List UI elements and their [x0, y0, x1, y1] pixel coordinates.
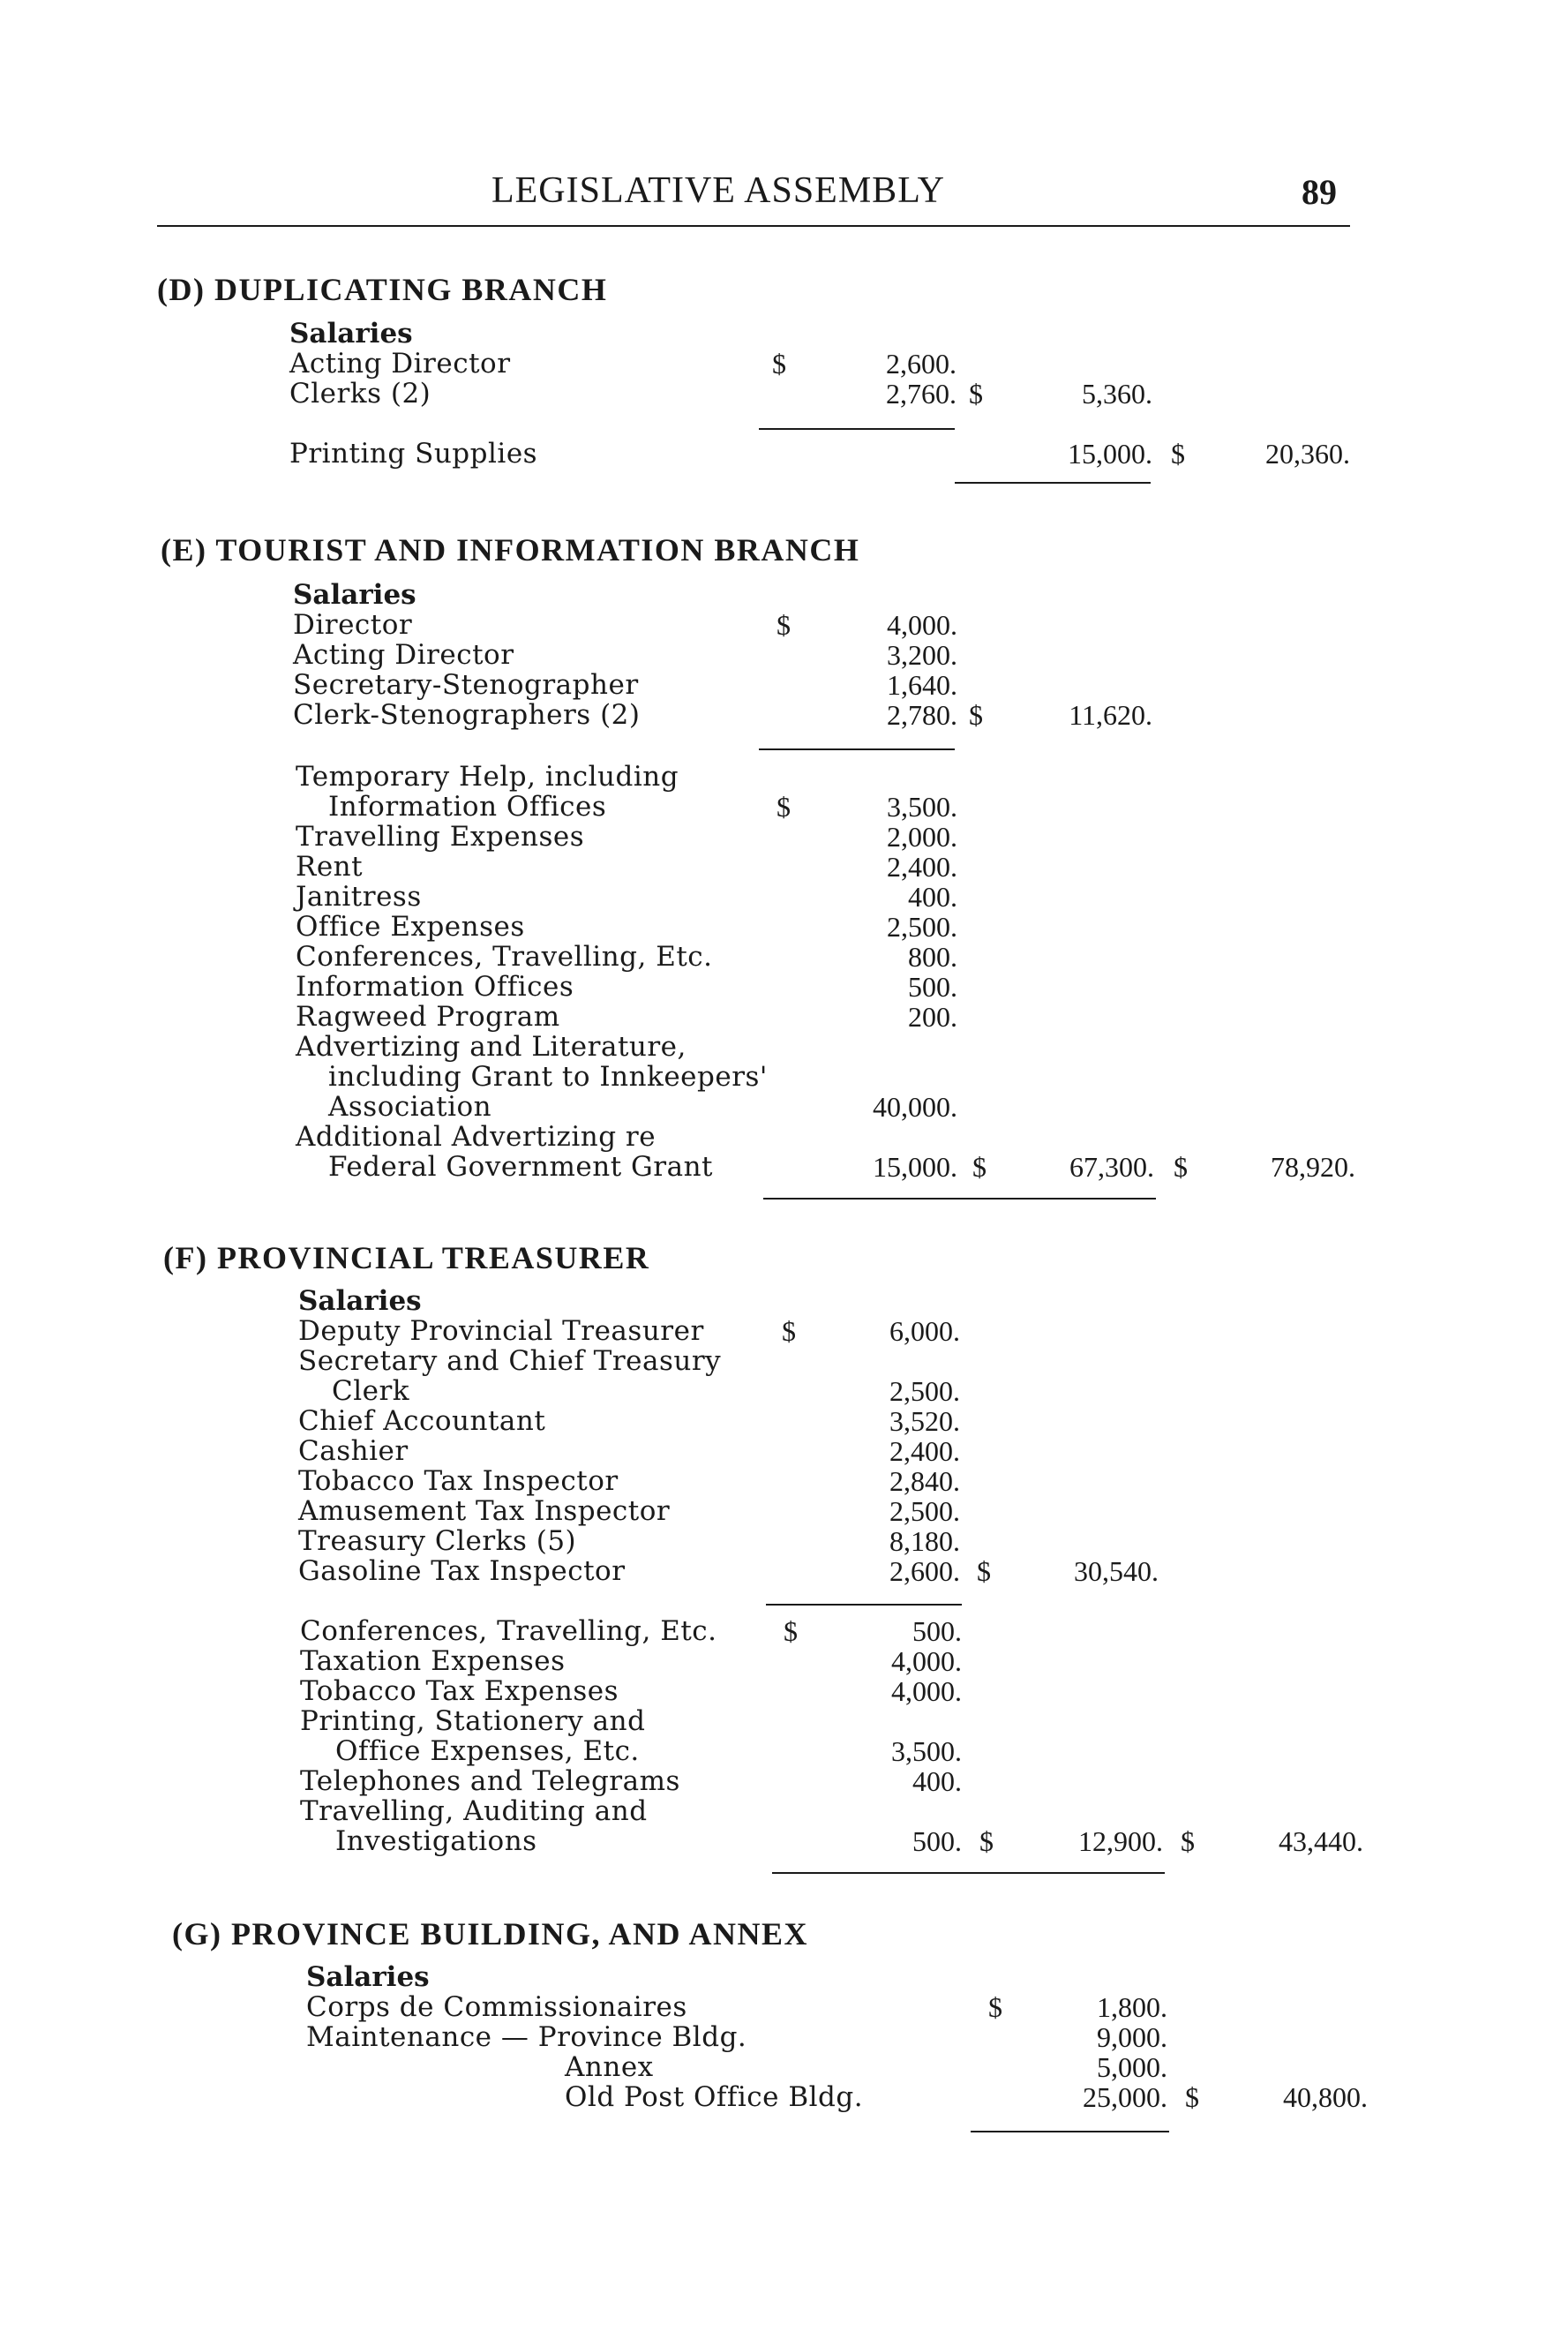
- line-item-label: Clerks (2): [289, 378, 431, 410]
- line-item-label: Rent: [296, 851, 364, 883]
- line-item-amount: 200.: [908, 1001, 957, 1033]
- sum-rule: [759, 428, 955, 430]
- line-item-label: Cashier: [298, 1435, 409, 1467]
- subtotal-amount: 11,620.: [1069, 699, 1152, 731]
- line-item-label: Office Expenses: [296, 911, 525, 943]
- line-item-amount: 2,500.: [887, 911, 957, 943]
- line-item-amount: 2,760.: [886, 378, 957, 410]
- dollar-sign: $: [772, 348, 786, 380]
- line-item-label: Amusement Tax Inspector: [298, 1495, 671, 1527]
- section-title-g: (G) PROVINCE BUILDING, AND ANNEX: [172, 1916, 809, 1952]
- sum-rule: [763, 1198, 1156, 1200]
- line-item-amount: 2,500.: [889, 1495, 960, 1527]
- line-item-amount: 2,500.: [889, 1375, 960, 1407]
- salaries-heading-e: Salaries: [293, 579, 416, 611]
- line-item-amount: 2,600.: [886, 348, 957, 380]
- dollar-sign: $: [776, 609, 791, 641]
- dollar-sign: $: [1181, 1825, 1195, 1857]
- line-item-label: Tobacco Tax Inspector: [298, 1465, 619, 1497]
- line-item-amount: 2,400.: [889, 1435, 960, 1467]
- line-item-amount: 40,000.: [873, 1091, 957, 1123]
- page-number: 89: [1302, 172, 1337, 212]
- line-item-label: Annex: [565, 2051, 654, 2083]
- section-total: 43,440.: [1279, 1825, 1363, 1857]
- line-item-label: Clerk: [332, 1375, 410, 1407]
- subtotal-amount: 12,900.: [1078, 1825, 1163, 1857]
- line-item-label: Investigations: [335, 1825, 537, 1857]
- line-item-label: Association: [328, 1091, 492, 1123]
- line-item-amount: 400.: [912, 1765, 962, 1797]
- line-item-label: Clerk-Stenographers (2): [293, 699, 641, 731]
- line-item-amount: 3,520.: [889, 1405, 960, 1437]
- header-rule: [157, 225, 1350, 227]
- line-item-label: Old Post Office Bldg.: [565, 2081, 864, 2113]
- line-item-amount: 1,800.: [1097, 1991, 1167, 2023]
- line-item-label: Taxation Expenses: [300, 1645, 566, 1677]
- section-title-e: (E) TOURIST AND INFORMATION BRANCH: [161, 532, 860, 568]
- subtotal-amount: 15,000.: [1068, 438, 1152, 470]
- section-title-f: (F) PROVINCIAL TREASURER: [163, 1240, 650, 1275]
- dollar-sign: $: [776, 791, 791, 823]
- line-item-label: Information Offices: [328, 791, 607, 823]
- line-item-label: Additional Advertizing re: [296, 1121, 656, 1153]
- subtotal-amount: 67,300.: [1069, 1151, 1154, 1183]
- line-item-label: Acting Director: [293, 639, 514, 671]
- line-item-label: Telephones and Telegrams: [300, 1765, 680, 1797]
- subtotal-amount: 5,360.: [1082, 378, 1152, 410]
- dollar-sign: $: [969, 699, 983, 731]
- line-item-amount: 4,000.: [887, 609, 957, 641]
- sum-rule: [772, 1872, 1165, 1874]
- line-item-amount: 3,200.: [887, 639, 957, 671]
- line-item-amount: 500.: [912, 1615, 962, 1647]
- line-item-label: Office Expenses, Etc.: [335, 1735, 640, 1767]
- line-item-amount: 500.: [908, 971, 957, 1003]
- line-item-label: Secretary-Stenographer: [293, 669, 639, 701]
- section-total: 78,920.: [1271, 1151, 1355, 1183]
- dollar-sign: $: [784, 1615, 798, 1647]
- line-item-label: Ragweed Program: [296, 1001, 560, 1033]
- dollar-sign: $: [979, 1825, 994, 1857]
- line-item-amount: 800.: [908, 941, 957, 973]
- line-item-label: Janitress: [296, 881, 422, 913]
- line-item-amount: 3,500.: [887, 791, 957, 823]
- sum-rule: [759, 748, 955, 750]
- page-title: LEGISLATIVE ASSEMBLY: [491, 170, 945, 211]
- line-item-label: Travelling Expenses: [296, 821, 585, 853]
- dollar-sign: $: [977, 1555, 991, 1587]
- line-item-label: Printing Supplies: [289, 438, 538, 470]
- line-item-label: Federal Government Grant: [328, 1151, 713, 1183]
- line-item-label: Conferences, Travelling, Etc.: [300, 1615, 717, 1647]
- line-item-label: Tobacco Tax Expenses: [300, 1675, 619, 1707]
- line-item-label: Secretary and Chief Treasury: [298, 1345, 722, 1377]
- line-item-label: Acting Director: [289, 348, 511, 380]
- line-item-amount: 6,000.: [889, 1315, 960, 1347]
- salaries-heading-d: Salaries: [289, 318, 413, 350]
- dollar-sign: $: [1174, 1151, 1188, 1183]
- line-item-amount: 2,000.: [887, 821, 957, 853]
- line-item-amount: 3,500.: [891, 1735, 962, 1767]
- line-item-label: Director: [293, 609, 413, 641]
- line-item-label: including Grant to Innkeepers': [328, 1061, 768, 1093]
- section-total: 40,800.: [1283, 2081, 1368, 2113]
- line-item-amount: 2,780.: [887, 699, 957, 731]
- line-item-amount: 25,000.: [1083, 2081, 1167, 2113]
- section-title-d: (D) DUPLICATING BRANCH: [157, 272, 608, 307]
- line-item-label: Corps de Commissionaires: [306, 1991, 687, 2023]
- line-item-amount: 4,000.: [891, 1675, 962, 1707]
- sum-rule: [971, 2131, 1169, 2132]
- line-item-label: Treasury Clerks (5): [298, 1525, 577, 1557]
- dollar-sign: $: [972, 1151, 987, 1183]
- line-item-amount: 9,000.: [1097, 2021, 1167, 2053]
- line-item-amount: 2,600.: [889, 1555, 960, 1587]
- line-item-label: Conferences, Travelling, Etc.: [296, 941, 713, 973]
- line-item-amount: 8,180.: [889, 1525, 960, 1557]
- line-item-label: Travelling, Auditing and: [300, 1795, 648, 1827]
- line-item-amount: 5,000.: [1097, 2051, 1167, 2083]
- line-item-label: Advertizing and Literature,: [296, 1031, 686, 1063]
- subtotal-amount: 30,540.: [1074, 1555, 1159, 1587]
- line-item-amount: 400.: [908, 881, 957, 913]
- line-item-label: Temporary Help, including: [296, 761, 679, 793]
- line-item-label: Chief Accountant: [298, 1405, 546, 1437]
- line-item-amount: 2,840.: [889, 1465, 960, 1497]
- salaries-heading-f: Salaries: [298, 1285, 422, 1317]
- dollar-sign: $: [988, 1991, 1002, 2023]
- sum-rule: [766, 1604, 962, 1606]
- line-item-label: Maintenance — Province Bldg.: [306, 2021, 747, 2053]
- dollar-sign: $: [969, 378, 983, 410]
- section-total: 20,360.: [1265, 438, 1350, 470]
- sum-rule: [955, 482, 1151, 484]
- dollar-sign: $: [782, 1315, 796, 1347]
- line-item-amount: 2,400.: [887, 851, 957, 883]
- line-item-amount: 4,000.: [891, 1645, 962, 1677]
- line-item-label: Printing, Stationery and: [300, 1705, 646, 1737]
- line-item-amount: 1,640.: [887, 669, 957, 701]
- line-item-label: Gasoline Tax Inspector: [298, 1555, 626, 1587]
- salaries-heading-g: Salaries: [306, 1961, 430, 1993]
- line-item-label: Deputy Provincial Treasurer: [298, 1315, 704, 1347]
- line-item-amount: 15,000.: [873, 1151, 957, 1183]
- dollar-sign: $: [1171, 438, 1185, 470]
- line-item-amount: 500.: [912, 1825, 962, 1857]
- line-item-label: Information Offices: [296, 971, 574, 1003]
- dollar-sign: $: [1185, 2081, 1199, 2113]
